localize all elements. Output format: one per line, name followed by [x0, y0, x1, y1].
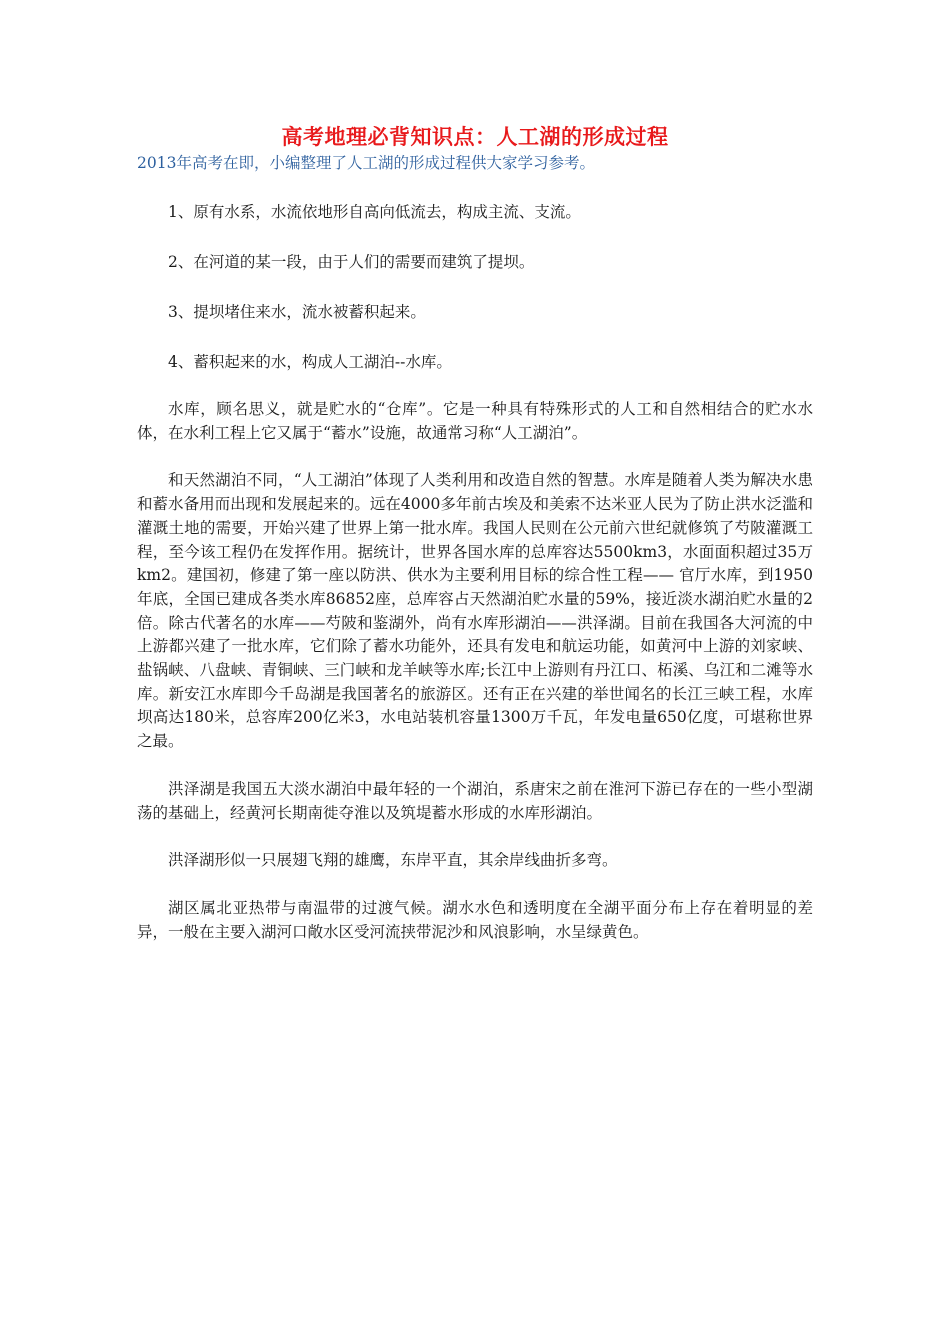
paragraph-reservoir-history: 和天然湖泊不同，“人工湖泊”体现了人类利用和改造自然的智慧。水库是随着人类为解决水患和蓄水备用而出现和发展起来的。远在4000多年前古埃及和美索不达米亚人民为了防止洪水泛滥和灌溉土地的需要，开始兴建了世界上第一批水库。我国人民则在公元前六世纪就修筑了芍陂灌溉工程，至今该工程仍在发挥作用。据统计，世界各国水库的总库容达5500km3，水面面积超过35万km2。建国初，修建了第一座以防洪、供水为主要利用目标的综合性工程—— 官厅水库，到1950年底，全国已建成各类水库86852座，总库容占天然湖泊贮水量的59%，接近淡水湖泊贮水量的2倍。除古代著名的水库——芍陂和鉴湖外，尚有水库形湖泊——洪泽湖。目前在我国各大河流的中上游都兴建了一批水库，它们除了蓄水功能外，还具有发电和航运功能，如黄河中上游的刘家峡、盐锅峡、八盘峡、青铜峡、三门峡和龙羊峡等水库;长江中上游则有丹江口、柘溪、乌江和二滩等水库。新安江水库即今千岛湖是我国著名的旅游区。还有正在兴建的举世闻名的长江三峡工程，水库坝高达180米，总容库200亿米3，水电站装机容量1300万千瓦，年发电量650亿度，可堪称世界之最。 — [137, 471, 813, 751]
spacer — [137, 445, 813, 469]
spacer — [137, 324, 813, 350]
paragraph-hongze-lake-shape: 洪泽湖形似一只展翅飞翔的雄鹰，东岸平直，其余岸线曲折多弯。 — [168, 851, 618, 870]
document-page — [137, 122, 813, 944]
paragraph-lake-climate: 湖区属北亚热带与南温带的过渡气候。湖水水色和透明度在全湖平面分布上存在着明显的差异，一般在主要入湖河口敞水区受河流挟带泥沙和风浪影响，水呈绿黄色。 — [137, 898, 813, 941]
spacer — [137, 224, 813, 250]
spacer — [137, 374, 813, 398]
intro-line: 2013年高考在即，小编整理了人工湖的形成过程供大家学习参考。 — [137, 154, 595, 172]
step-item-3: 3、提坝堵住来水，流水被蓄积起来。 — [168, 303, 426, 321]
paragraph-hongze-lake-origin: 洪泽湖是我国五大淡水湖泊中最年轻的一个湖泊，系唐宋之前在淮河下游已存在的一些小型湖荡的基础上，经黄河长期南徙夺淮以及筑堤蓄水形成的水库形湖泊。 — [137, 779, 813, 822]
spacer — [137, 174, 813, 200]
spacer — [137, 825, 813, 849]
paragraph-reservoir-definition: 水库，顾名思义，就是贮水的“仓库”。它是一种具有特殊形式的人工和自然相结合的贮水水体，在水利工程上它又属于“蓄水”设施，故通常习称“人工湖泊”。 — [137, 400, 813, 442]
spacer — [137, 274, 813, 300]
spacer — [137, 873, 813, 897]
step-item-1: 1、原有水系，水流依地形自高向低流去，构成主流、支流。 — [168, 203, 581, 221]
step-item-2: 2、在河道的某一段，由于人们的需要而建筑了提坝。 — [168, 253, 535, 271]
step-item-4: 4、蓄积起来的水，构成人工湖泊--水库。 — [168, 353, 452, 371]
document-title: 高考地理必背知识点：人工湖的形成过程 — [281, 124, 669, 149]
spacer — [137, 754, 813, 778]
